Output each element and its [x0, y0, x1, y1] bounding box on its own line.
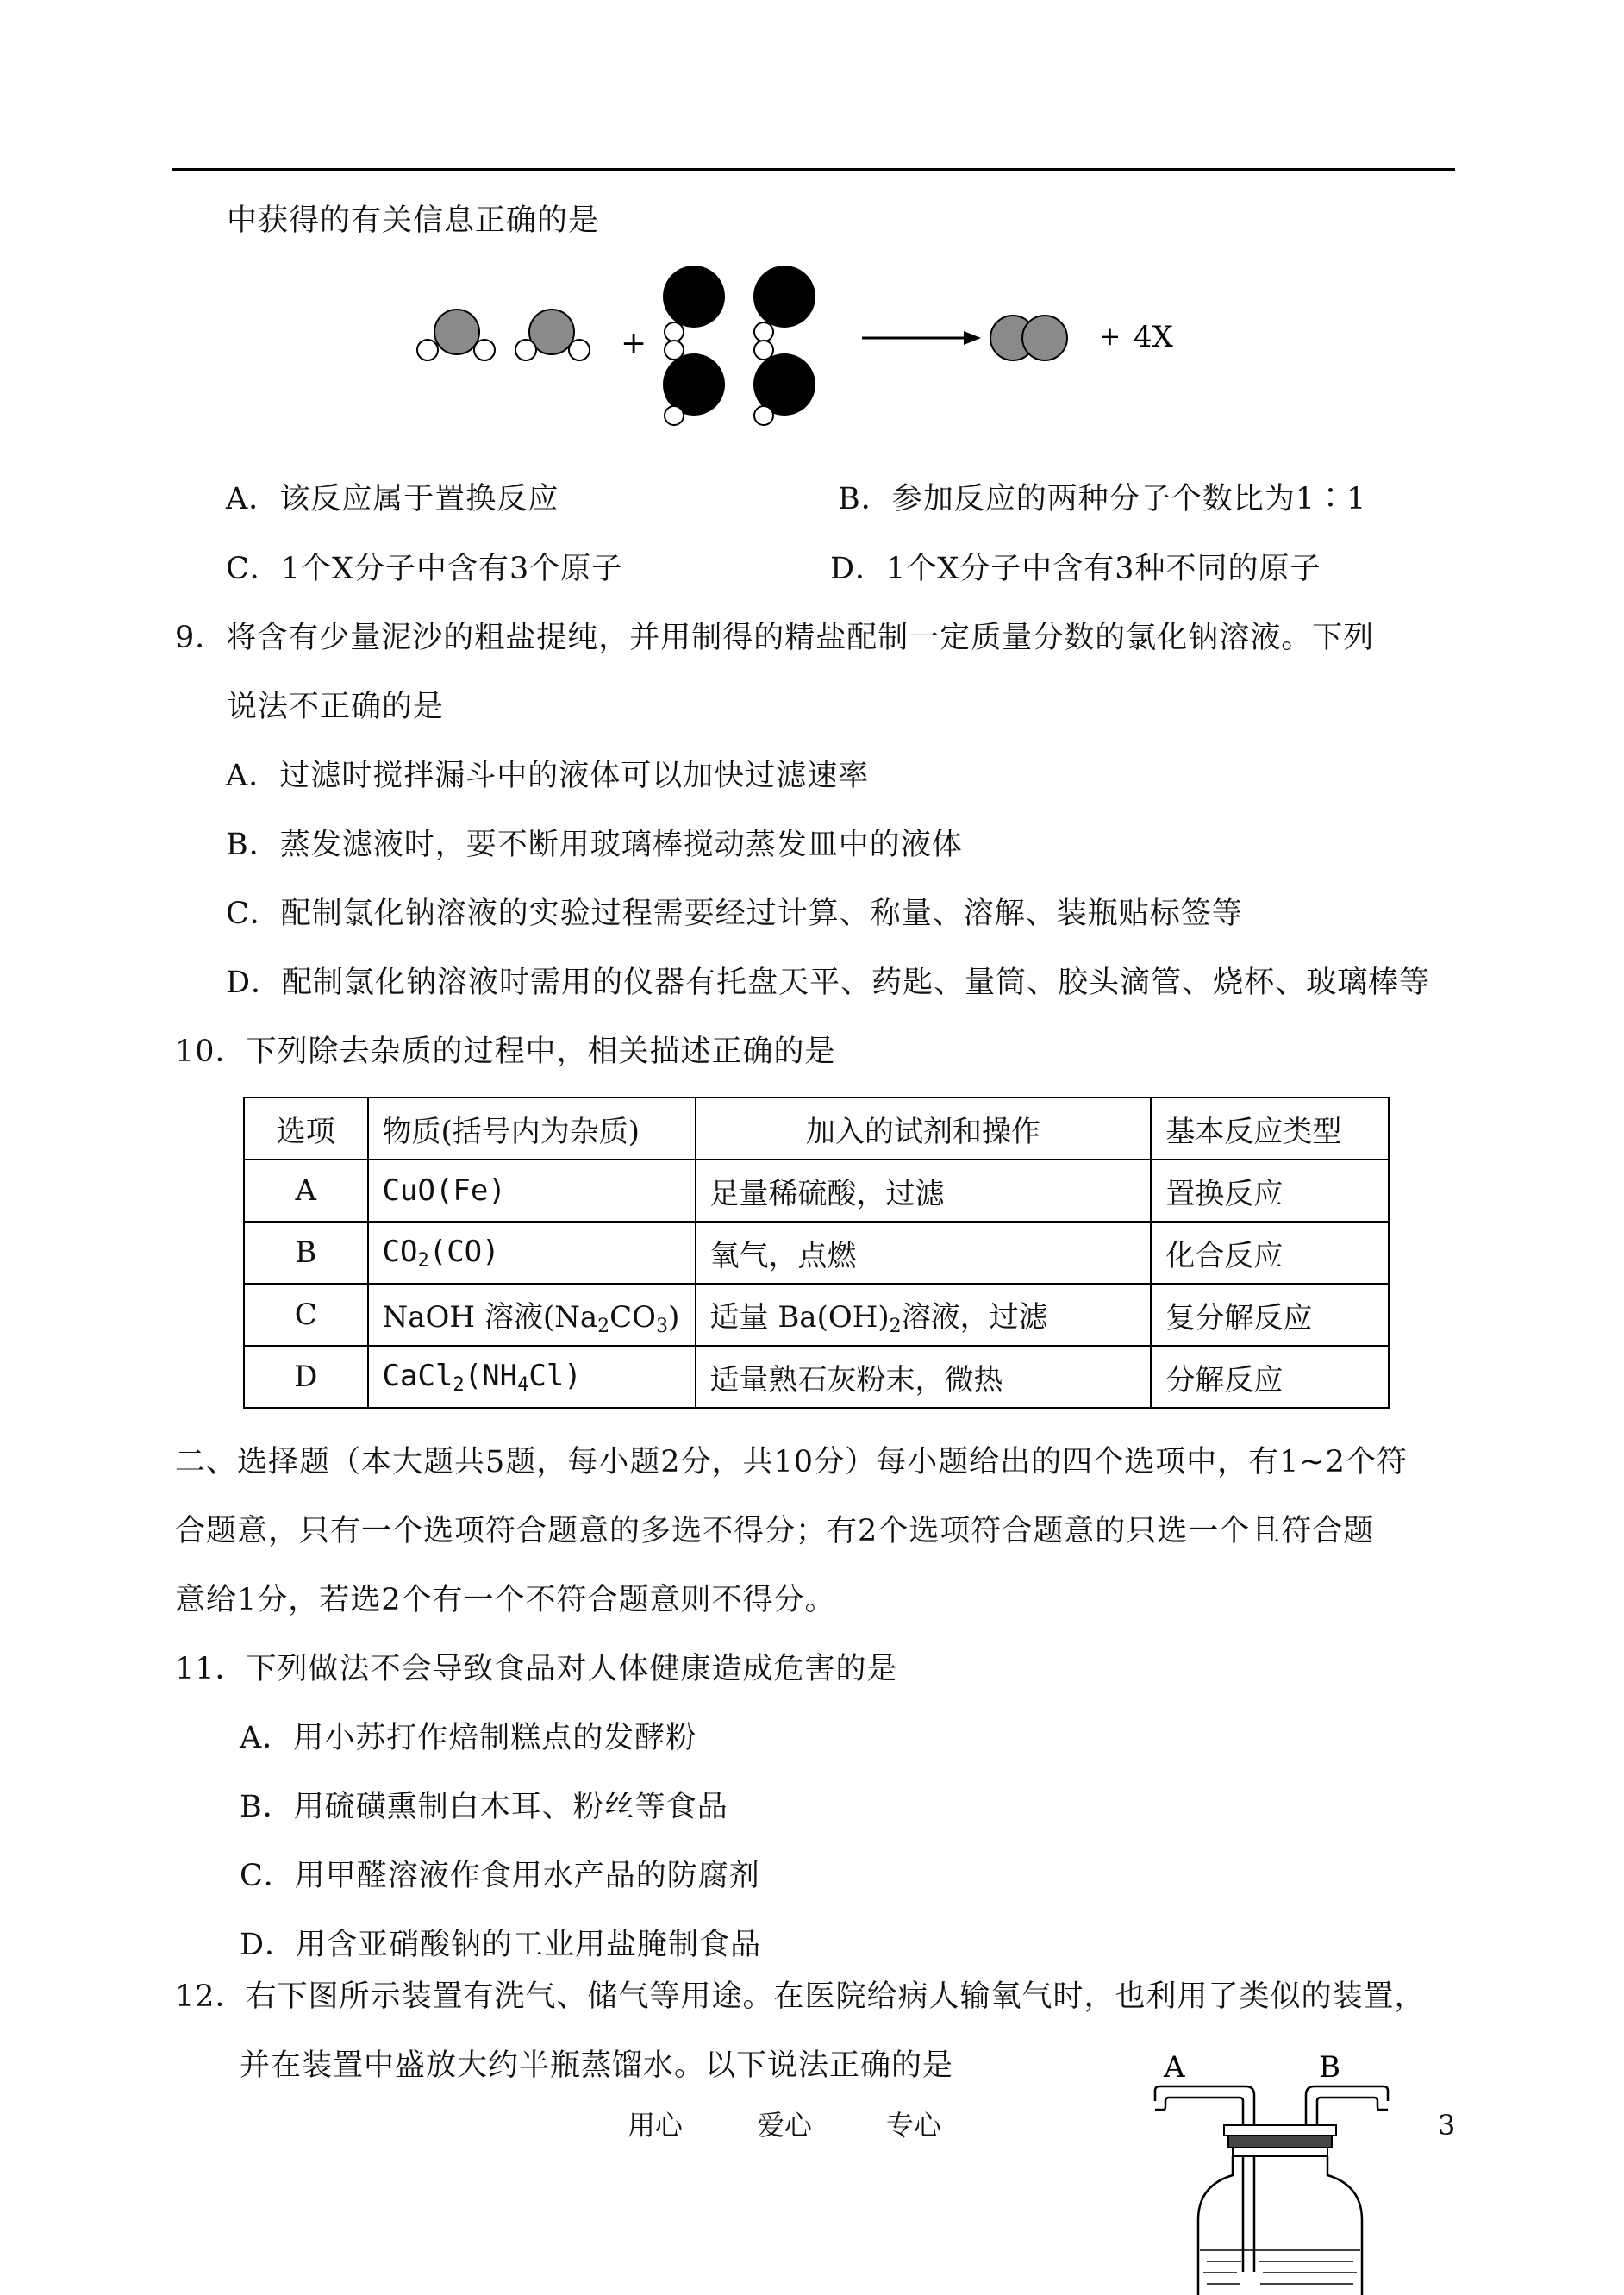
molecule-product [990, 316, 1067, 360]
row-a-substance: CuO(Fe) [368, 1160, 696, 1222]
q11-option-b: B．用硫磺熏制白木耳、粉丝等食品 [240, 1790, 728, 1824]
q8-stem-tail: 中获得的有关信息正确的是 [227, 203, 600, 238]
molecule-black-3 [663, 341, 725, 425]
row-b-substance: $CO_2(CO)$ [368, 1222, 696, 1284]
q11-option-d: D．用含亚硝酸钠的工业用盐腌制食品 [240, 1928, 762, 1962]
footer-middle: 爱心 [757, 2109, 813, 2142]
reaction-arrow [862, 331, 981, 345]
q12-stem-line1: 12．右下图所示装置有洗气、储气等用途。在医院给病人输氧气时，也利用了类似的装置， [175, 1979, 1426, 2014]
table-header-row [244, 1097, 1389, 1160]
row-c-type: 复分解反应 [1151, 1284, 1389, 1346]
table-header-type: 基本反应类型 [1151, 1097, 1389, 1160]
table-row [244, 1284, 1389, 1346]
q9-option-a: A．过滤时搅拌漏斗中的液体可以加快过滤速率 [226, 759, 870, 793]
table-row [244, 1160, 1389, 1222]
section2-line1: 二、选择题（本大题共5题，每小题2分，共10分）每小题给出的四个选项中，有1~2个符 [175, 1445, 1408, 1479]
footer-left: 用心 [628, 2109, 684, 2142]
bottle-water [1200, 2250, 1360, 2284]
molecule-reactant-1 [417, 310, 495, 360]
q11-option-c: C．用甲醛溶液作食用水产品的防腐剂 [240, 1859, 760, 1893]
molecule-black-4 [753, 341, 815, 425]
page-number: 3 [1438, 2109, 1456, 2142]
row-a-option: A [244, 1160, 368, 1222]
product-plus-sign: + [1099, 322, 1121, 352]
molecule-black-2 [753, 266, 815, 341]
q9-stem-line1: 9．将含有少量泥沙的粗盐提纯，并用制得的精盐配制一定质量分数的氯化钠溶液。下列 [175, 621, 1375, 655]
q8-option-c: C．1个X分子中含有3个原子 [226, 552, 623, 586]
tube-label-b: B [1319, 2050, 1340, 2085]
tube-label-a: A [1164, 2050, 1185, 2085]
molecule-black-1 [663, 266, 725, 341]
q11-option-a: A．用小苏打作焙制糕点的发酵粉 [240, 1721, 697, 1755]
q8-option-d: D．1个X分子中含有3种不同的原子 [830, 552, 1321, 586]
footer-right: 专心 [886, 2109, 942, 2142]
q8-option-b: B．参加反应的两种分子个数比为1∶1 [838, 482, 1367, 516]
table-row [244, 1346, 1389, 1408]
section2-line3: 意给1分，若选2个有一个不符合题意则不得分。 [175, 1583, 836, 1617]
row-b-type: 化合反应 [1151, 1222, 1389, 1284]
table-header-substance: 物质(括号内为杂质) [368, 1097, 696, 1160]
q11-stem: 11．下列做法不会导致食品对人体健康造成危害的是 [175, 1652, 898, 1686]
gas-washing-bottle-diagram [1146, 2039, 1440, 2295]
product-4x-label: 4X [1134, 320, 1173, 354]
row-a-type: 置换反应 [1151, 1160, 1389, 1222]
plus-sign: + [621, 326, 647, 361]
row-c-substance: NaOH 溶液$(Na_2CO_3)$ [368, 1284, 696, 1346]
q12-stem-line2: 并在装置中盛放大约半瓶蒸馏水。以下说法正确的是 [240, 2048, 954, 2083]
section2-line2: 合题意，只有一个选项符合题意的多选不得分；有2个选项符合题意的只选一个且符合题 [175, 1514, 1375, 1548]
row-c-option: C [244, 1284, 368, 1346]
header-rule [172, 168, 1455, 171]
row-b-option: B [244, 1222, 368, 1284]
table-header-option: 选项 [244, 1097, 368, 1160]
molecule-reactant-2 [515, 310, 590, 360]
reaction-diagram [405, 259, 1198, 440]
q8-option-a: A．该反应属于置换反应 [226, 482, 559, 516]
row-d-substance: $CaCl_2(NH_4Cl)$ [368, 1346, 696, 1408]
row-b-reagent: 氧气，点燃 [696, 1222, 1152, 1284]
row-d-reagent: 适量熟石灰粉末，微热 [696, 1346, 1152, 1408]
row-d-type: 分解反应 [1151, 1346, 1389, 1408]
table-row [244, 1222, 1389, 1284]
q9-option-d: D．配制氯化钠溶液时需用的仪器有托盘天平、药匙、量筒、胶头滴管、烧杯、玻璃棒等 [226, 966, 1431, 1000]
q9-option-b: B．蒸发滤液时，要不断用玻璃棒搅动蒸发皿中的液体 [226, 828, 963, 862]
impurity-table [243, 1097, 1390, 1409]
q9-option-c: C．配制氯化钠溶液的实验过程需要经过计算、称量、溶解、装瓶贴标签等 [226, 897, 1243, 931]
table-header-reagent: 加入的试剂和操作 [696, 1097, 1152, 1160]
q9-stem-line2: 说法不正确的是 [227, 690, 445, 724]
bottle-body [1198, 2156, 1362, 2295]
inlet-tube-a [1155, 2086, 1254, 2272]
row-c-reagent: 适量 $Ba(OH)_2$溶液，过滤 [696, 1284, 1152, 1346]
bottle-stopper [1224, 2125, 1336, 2156]
row-a-reagent: 足量稀硫酸，过滤 [696, 1160, 1152, 1222]
q10-stem: 10．下列除去杂质的过程中，相关描述正确的是 [175, 1035, 836, 1069]
row-d-option: D [244, 1346, 368, 1408]
